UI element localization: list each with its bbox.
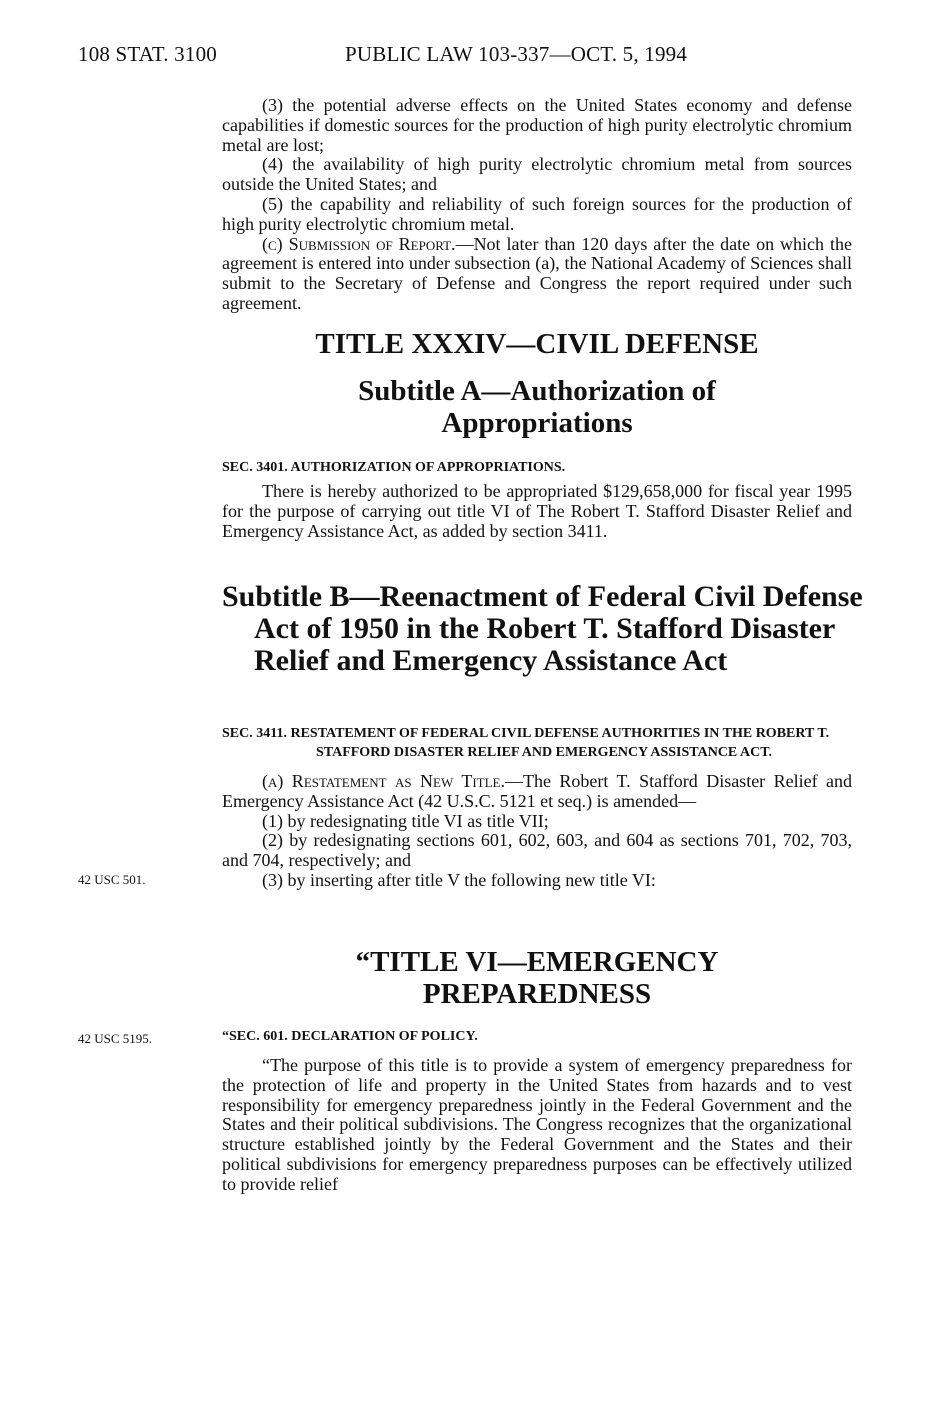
section-3411 [222,724,852,891]
section-601 [222,1027,852,1195]
amend-item-2: (2) by redesignating sections 601, 602, 603, and 604 as sections 701, 702, 703, and 704, respectively; and [222,830,852,871]
title-vi-heading [222,946,852,1010]
subtitle-b-heading: Subtitle B—Reenactment of Federal Civil Defense Act of 1950 in the Robert T. Stafford Disaster Relief and Emergency Assistance Act [222,580,863,677]
list-item-5: (5) the capability and reliability of such foreign sources for the production of high purity electrolytic chromium metal. [222,193,852,234]
subsection-a-heading: (a) Restatement as New Title. [262,771,505,791]
public-law-citation: PUBLIC LAW 103-337—OCT. 5, 1994 [345,42,688,66]
section-601-heading: “SEC. 601. DECLARATION OF POLICY. [222,1029,478,1044]
section-3401 [222,458,852,541]
subsection-a-text: —The Robert T. Stafford Disaster Relief and Emergency Assistance Act (42 U.S.C. 5121 et seq.) is amended— [222,771,853,811]
subtitle-a-line2: Appropriations [441,407,633,439]
section-3401-text: There is hereby authorized to be appropriated $129,658,000 for fiscal year 1995 for the purpose of carrying out title VI of The Robert T. Stafford Disaster Relief and Emergency Assistance Act, as added by section 3411. [222,481,852,541]
stat-page-number: 108 STAT. 3100 [78,42,217,66]
amend-item-1: (1) by redesignating title VI as title VII; [262,810,549,831]
subsection-c-text: —Not later than 120 days after the date on which the agreement is entered into under subsection (a), the National Academy of Sciences shall submit to the Secretary of Defense and Congress the report required under such agreement. [222,233,852,313]
section-601-text: “The purpose of this title is to provide a system of emergency preparedness for the protection of life and property in the United States from hazards and to vest responsibility for emergency preparedness jointly in the Federal Government and the States and their political subdivisions. The Congress recognizes that the organizational structure established jointly by the Federal Government and the States and their political subdivisions for emergency preparedness purposes can be effectively utilized to provide relief [222,1055,852,1194]
title-vi-line2: PREPAREDNESS [422,978,652,1010]
subtitle-a-line1: Subtitle A—Authorization of [358,375,716,407]
subsection-a [222,772,852,812]
amend-item-3: (3) by inserting after title V the following new title VI: [262,869,656,890]
continued-list-block [222,96,852,314]
list-item-4: (4) the availability of high purity electrolytic chromium metal from sources outside the United States; and [222,154,852,195]
margin-note-usc-5195: 42 USC 5195. [78,1031,153,1046]
subsection-c-heading: (c) Submission of Report. [262,233,456,254]
subtitle-a-heading [222,375,852,439]
section-3401-heading: SEC. 3401. AUTHORIZATION OF APPROPRIATIONS. [222,460,566,475]
title-vi-line1: “TITLE VI—EMERGENCY [355,946,719,978]
list-item-3: (3) the potential adverse effects on the United States economy and defense capabilities if domestic sources for the production of high purity electrolytic chromium metal are lost; [222,95,852,155]
subsection-c [222,235,852,314]
title-xxxiv-heading: TITLE XXXIV—CIVIL DEFENSE [315,328,759,360]
section-3411-heading: SEC. 3411. RESTATEMENT OF FEDERAL CIVIL DEFENSE AUTHORITIES IN THE ROBERT T. STAFFORD DISASTER RELIEF AND EMERGENCY ASSISTANCE ACT. [222,726,830,760]
page-header [78,42,688,67]
margin-note-usc-501: 42 USC 501. [78,872,146,887]
